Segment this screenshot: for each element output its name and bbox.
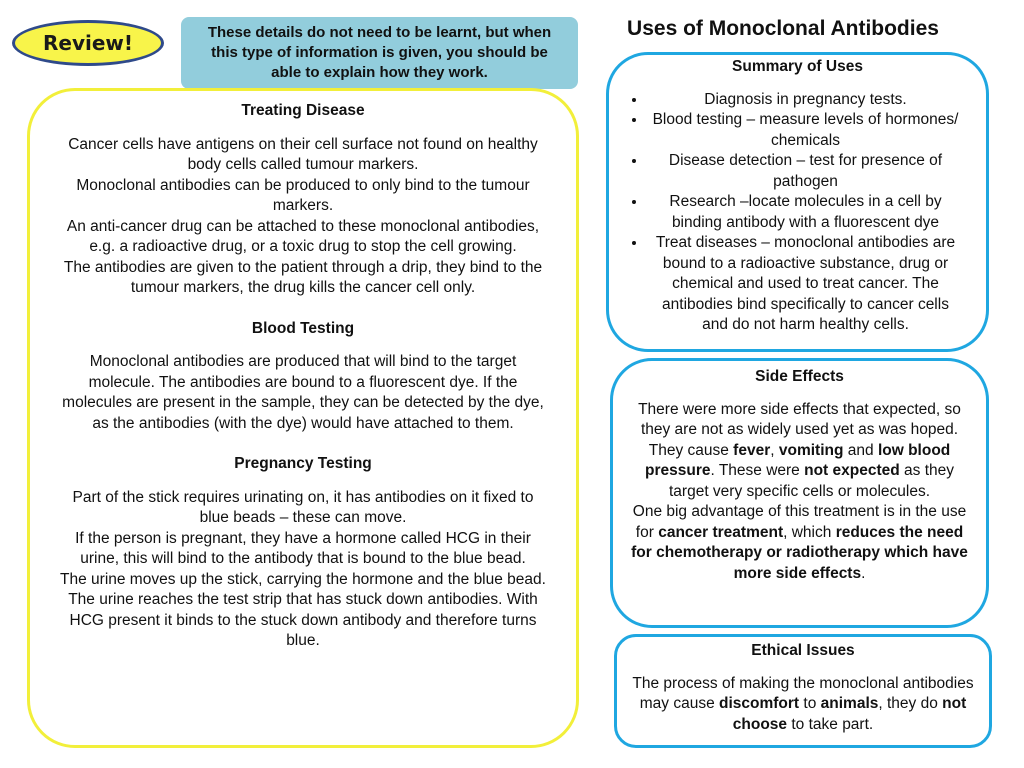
details-panel	[27, 88, 579, 748]
pregnancy-line: Part of the stick requires urinating on, it has antibodies on it fixed to blue beads – these can move.	[72, 488, 534, 526]
pregnancy-line: If the person is pregnant, they have a hormone called HCG in their urine, this will bind to the antibody that is bound to the blue bead.	[75, 529, 531, 567]
pregnancy-testing-text	[58, 488, 548, 652]
ethical-issues-text: The process of making the monoclonal antibodies may cause discomfort to animals, they do not choose to take part.	[632, 674, 974, 733]
blood-testing-text: Monoclonal antibodies are produced that will bind to the target molecule. The antibodies are bound to a fluorescent dye. If the molecules are present in the sample, they can be detected by the dye, as the antibodies (with the dye) would have attached to them.	[62, 353, 544, 432]
treating-line: An anti-cancer drug can be attached to these monoclonal antibodies, e.g. a radioactive drug, or a toxic drug to stop the cell growing.	[66, 217, 540, 255]
treating-line: Cancer cells have antigens on their cell surface not found on healthy body cells called tumour markers.	[68, 135, 538, 173]
page-title: Uses of Monoclonal Antibodies	[627, 17, 939, 40]
summary-item: • Diagnosis in pregnancy tests.	[647, 90, 964, 111]
blood-testing-heading: Blood Testing	[251, 319, 355, 337]
summary-item: • Research –locate molecules in a cell by binding antibody with a fluorescent dye	[647, 192, 964, 233]
treating-line: Monoclonal antibodies can be produced to only bind to the tumour markers.	[76, 176, 530, 214]
summary-item: • Blood testing – measure levels of hormones/ chemicals	[647, 110, 964, 151]
summary-item: • Treat diseases – monoclonal antibodies are bound to a radioactive substance, drug or chemical and used to treat cancer. The antibodies bind specifically to cancer cells and do not harm healthy cells.	[647, 233, 964, 336]
treating-disease-text	[58, 135, 548, 299]
ethical-issues-panel	[614, 634, 992, 748]
pregnancy-testing-heading: Pregnancy Testing	[234, 455, 372, 472]
side-effects-heading: Side Effects	[755, 368, 844, 385]
summary-heading: Summary of Uses	[732, 58, 863, 75]
pregnancy-line: The urine reaches the test strip that has stuck down antibodies. With HCG present it binds to the stuck down antibody and therefore turns blue.	[68, 591, 538, 649]
treating-line: The antibodies are given to the patient through a drip, they bind to the tumour markers, the drug kills the cancer cell only.	[63, 258, 543, 296]
review-badge: Review!	[12, 20, 164, 66]
summary-item: • Disease detection – test for presence of pathogen	[647, 151, 964, 192]
treating-disease-heading: Treating Disease	[241, 102, 365, 119]
ethical-issues-heading: Ethical Issues	[751, 642, 855, 659]
pregnancy-line: The urine moves up the stick, carrying the hormone and the blue bead.	[60, 570, 546, 588]
side-effects-text: There were more side effects that expected, so they are not as widely used yet as was hoped. They cause fever, vomiting and low blood pressure. These were not expected as they target very specific cells or molecules. One big advantage of this treatment is in the use for cancer treatment, which reduces the need for chemotherapy or radiotherapy which have more side effects.	[631, 400, 968, 582]
summary-list	[631, 90, 964, 336]
summary-panel	[606, 52, 989, 352]
side-effects-panel	[610, 358, 989, 628]
info-note: These details do not need to be learnt, but when this type of information is given, you should be able to explain how they work.	[181, 17, 578, 89]
